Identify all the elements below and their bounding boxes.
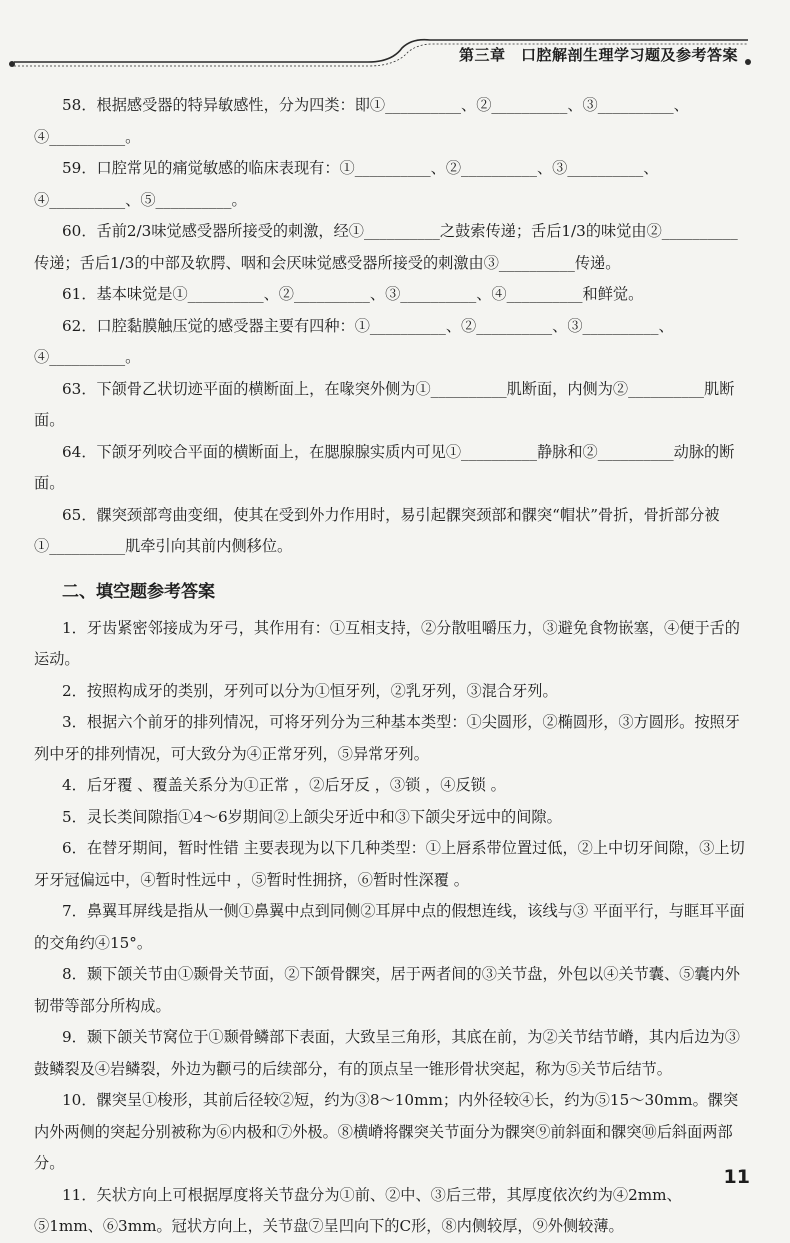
page-number: 11 — [723, 1166, 750, 1188]
question-63: 63．下颌骨乙状切迹平面的横断面上，在喙突外侧为①__________肌断面，内侧为②__________肌断面。 — [34, 379, 735, 429]
question-58: 58．根据感受器的特异敏感性，分为四类：即①__________、②__________、③__________、④__________。 — [34, 96, 689, 146]
answer-8: 8．颞下颌关节由①颞骨关节面，②下颌骨髁突，居于两者间的③关节盘，外包以④关节囊、⑤囊内外韧带等部分所构成。 — [34, 965, 740, 1015]
chapter-header — [0, 36, 790, 76]
answer-11: 11．矢状方向上可根据厚度将关节盘分为①前、②中、③后三带，其厚度依次约为④2mm、⑤1mm、⑥3mm。冠状方向上，关节盘⑦呈凹向下的C形，⑧内侧较厚，⑨外侧较薄。 — [34, 1185, 682, 1235]
answer-5: 5．灵长类间隙指①4～6岁期间②上颌尖牙近中和③下颌尖牙远中的间隙。 — [62, 807, 562, 826]
question-61: 61．基本味觉是①__________、②__________、③__________、④__________和鲜觉。 — [62, 285, 644, 303]
answer-6: 6．在替牙期间，暂时性错 主要表现为以下几种类型：①上唇系带位置过低，②上中切牙间隙，③上切牙牙冠偏远中，④暂时性远中 ，⑤暂时性拥挤，⑥暂时性深覆 。 — [34, 839, 745, 889]
chapter-title: 第三章 口腔解剖生理学习题及参考答案 — [458, 46, 738, 64]
section-heading: 二、填空题参考答案 — [62, 581, 215, 602]
answer-10: 10．髁突呈①梭形，其前后径较②短，约为③8～10mm；内外径较④长，约为⑤15～30mm。髁突内外两侧的突起分别被称为⑥内极和⑦外极。⑧横嵴将髁突关节面分为髁突⑨前斜面和髁突⑩后斜面两部分。 — [34, 1091, 739, 1172]
answer-2: 2．按照构成牙的类别，牙列可以分为①恒牙列，②乳牙列，③混合牙列。 — [62, 681, 558, 700]
page-content — [34, 90, 750, 1243]
answer-4: 4．后牙覆 、覆盖关系分为①正常 ，②后牙反 ，③锁 ，④反锁 。 — [62, 776, 506, 794]
question-60: 60．舌前2/3味觉感受器所接受的刺激，经①__________之鼓索传递；舌后1/3的味觉由②__________传递；舌后1/3的中部及软腭、咽和会厌味觉感受器所接受的刺激由③__________传递。 — [34, 222, 738, 272]
answer-7: 7．鼻翼耳屏线是指从一侧①鼻翼中点到同侧②耳屏中点的假想连线，该线与③ 平面平行，与眶耳平面的交角约④15°。 — [34, 902, 745, 952]
question-64: 64．下颌牙列咬合平面的横断面上，在腮腺腺实质内可见①__________静脉和②__________动脉的断面。 — [34, 442, 735, 492]
question-65: 65．髁突颈部弯曲变细，使其在受到外力作用时，易引起髁突颈部和髁突“帽状”骨折，骨折部分被①__________肌牵引向其前内侧移位。 — [34, 505, 720, 555]
answer-9: 9．颞下颌关节窝位于①颞骨鳞部下表面，大致呈三角形，其底在前，为②关节结节嵴，其内后边为③鼓鳞裂及④岩鳞裂，外边为颧弓的后续部分，有的顶点呈一锥形骨状突起，称为⑤关节后结节。 — [34, 1028, 740, 1078]
answer-3: 3．根据六个前牙的排列情况，可将牙列分为三种基本类型：①尖圆形，②椭圆形，③方圆形。按照牙列中牙的排列情况，可大致分为④正常牙列，⑤异常牙列。 — [34, 713, 740, 763]
question-62: 62．口腔黏膜触压觉的感受器主要有四种：①__________、②__________、③__________、④__________。 — [34, 316, 674, 366]
answer-1: 1．牙齿紧密邻接成为牙弓，其作用有：①互相支持，②分散咀嚼压力，③避免食物嵌塞，④便于舌的运动。 — [34, 618, 740, 668]
question-59: 59．口腔常见的痛觉敏感的临床表现有：①__________、②__________、③__________、④__________、⑤__________。 — [34, 159, 659, 209]
